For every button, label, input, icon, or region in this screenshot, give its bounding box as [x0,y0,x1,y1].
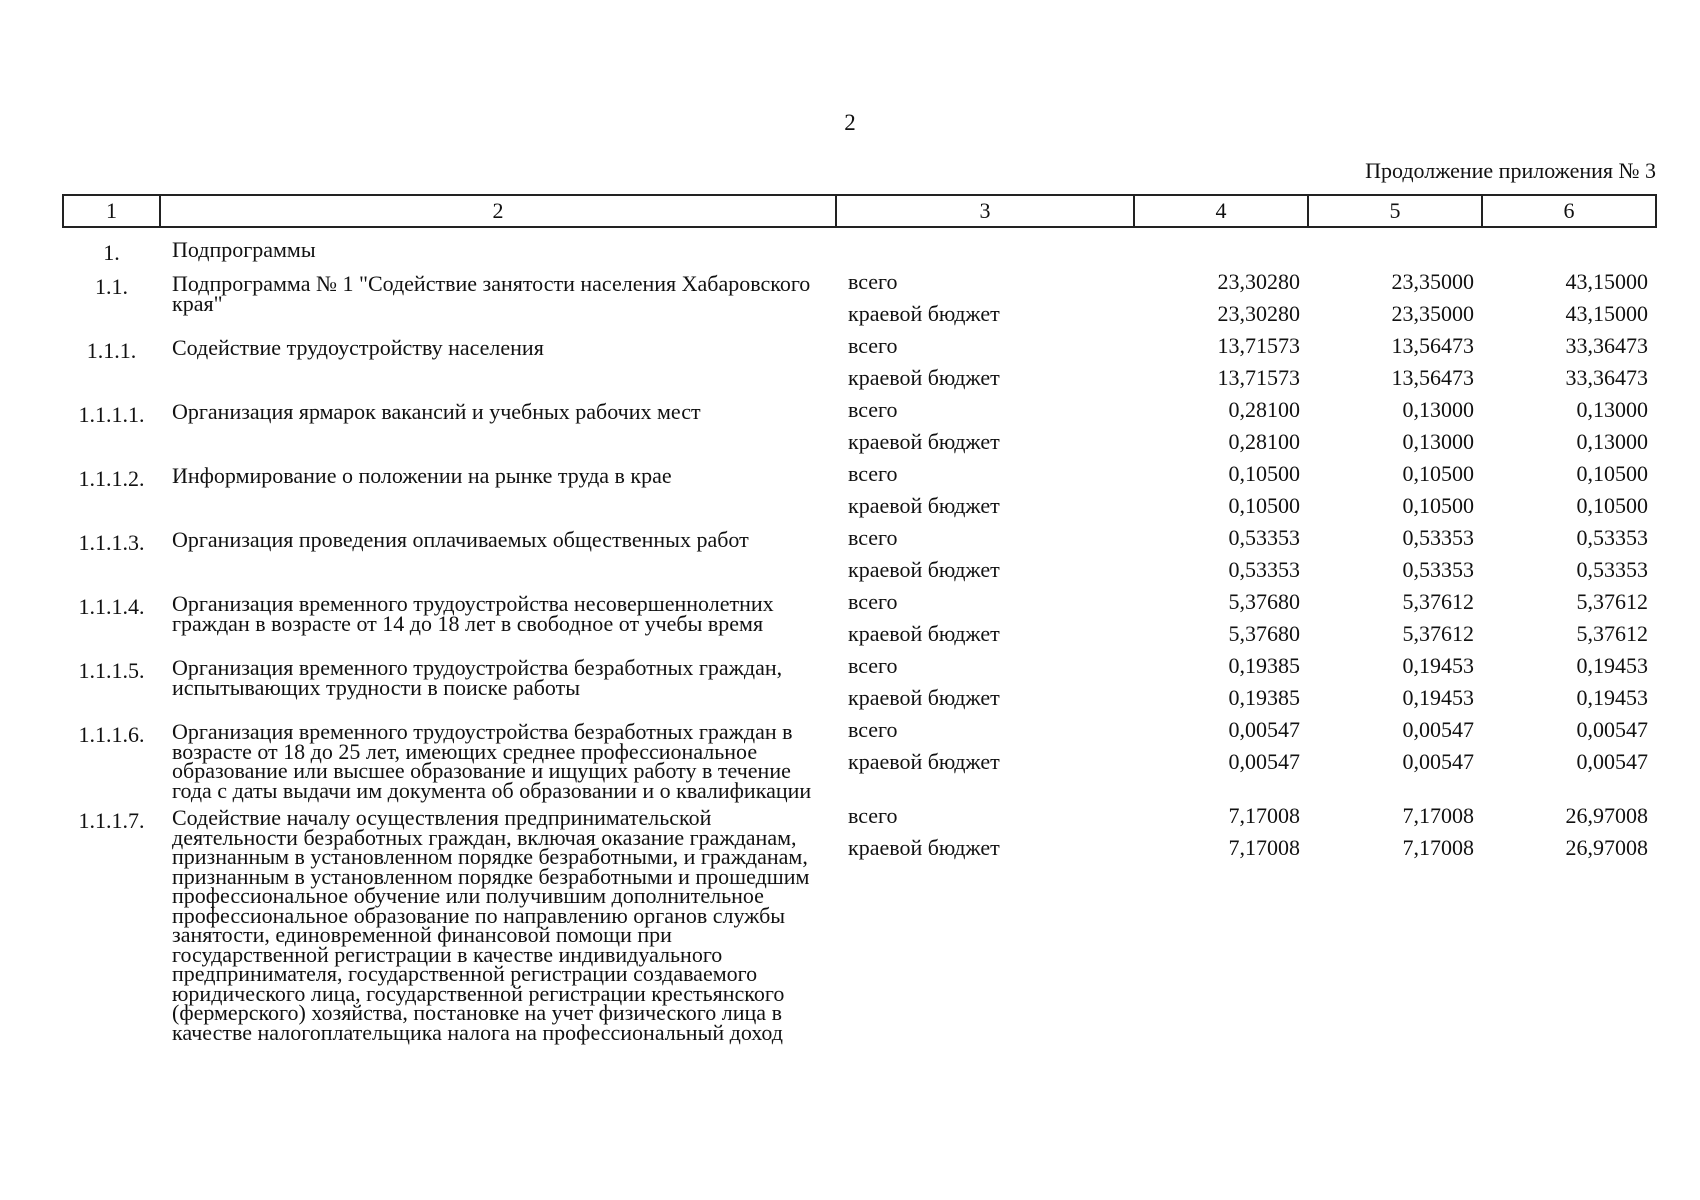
value-cell-v5 [1308,227,1482,266]
table-row [63,266,1656,330]
row-name: Содействие трудоустройству населения [172,335,544,360]
row-name: Подпрограмма № 1 "Содействие занятости населения Хабаровского края" [172,271,811,316]
table-row [63,227,1656,266]
funding-source-cell [836,227,1134,266]
value-cell-v5 [1308,266,1482,330]
row-number: 1.1.1. [86,338,137,363]
column-header-row [63,195,1656,227]
amount-value: 23,35000 [1391,269,1474,294]
amount-value: 0,13000 [1576,429,1648,454]
row-number: 1.1.1.3. [78,530,145,555]
value-cell-v6 [1482,394,1656,458]
value-cell-v6 [1482,714,1656,800]
amount-value: 0,00547 [1228,749,1300,774]
funding-source-cell [836,266,1134,330]
funding-source: всего [848,653,898,678]
row-number: 1.1.1.5. [78,658,145,683]
funding-source: всего [848,461,898,486]
table-row [63,650,1656,714]
row-number: 1. [103,240,120,265]
amount-value: 0,13000 [1402,429,1474,454]
funding-source-cell [836,714,1134,800]
page-number: 2 [844,110,856,135]
funding-source: краевой бюджет [848,493,1000,518]
value-cell-v4 [1134,266,1308,330]
column-header: 2 [160,195,836,227]
amount-value: 0,19453 [1576,685,1648,710]
funding-source: краевой бюджет [848,621,1000,646]
amount-value: 26,97008 [1565,835,1648,860]
value-cell-v4 [1134,458,1308,522]
amount-value: 13,71573 [1217,365,1300,390]
funding-source-cell [836,650,1134,714]
amount-value: 0,19453 [1402,685,1474,710]
amount-value: 7,17008 [1228,835,1300,860]
amount-value: 0,19385 [1228,653,1300,678]
row-name: Организация ярмарок вакансий и учебных рабочих мест [172,399,701,424]
amount-value: 13,56473 [1391,365,1474,390]
row-name: Подпрограммы [172,237,316,262]
value-cell-v4 [1134,227,1308,266]
funding-source: краевой бюджет [848,301,1000,326]
funding-source: всего [848,525,898,550]
amount-value: 5,37680 [1228,621,1300,646]
table-body [63,227,1656,1045]
amount-value: 23,30280 [1217,301,1300,326]
amount-value: 0,00547 [1402,749,1474,774]
amount-value: 0,19453 [1576,653,1648,678]
value-cell-v6 [1482,522,1656,586]
value-cell-v4 [1134,522,1308,586]
funding-source: всего [848,269,898,294]
amount-value: 7,17008 [1402,803,1474,828]
funding-source: краевой бюджет [848,429,1000,454]
amount-value: 0,53353 [1402,525,1474,550]
amount-value: 0,10500 [1402,493,1474,518]
amount-value: 0,13000 [1576,397,1648,422]
value-cell-v5 [1308,586,1482,650]
value-cell-v4 [1134,330,1308,394]
value-cell-v6 [1482,330,1656,394]
table-row [63,330,1656,394]
funding-source-cell [836,458,1134,522]
amount-value: 7,17008 [1402,835,1474,860]
amount-value: 0,10500 [1576,461,1648,486]
amount-value: 43,15000 [1565,269,1648,294]
value-cell-v6 [1482,266,1656,330]
funding-source-cell [836,586,1134,650]
funding-source-cell [836,394,1134,458]
funding-source: краевой бюджет [848,685,1000,710]
amount-value: 5,37612 [1402,621,1474,646]
funding-source: всего [848,803,898,828]
column-header: 1 [63,195,160,227]
value-cell-v5 [1308,330,1482,394]
amount-value: 33,36473 [1565,365,1648,390]
funding-source: всего [848,397,898,422]
amount-value: 0,53353 [1576,557,1648,582]
value-cell-v5 [1308,522,1482,586]
table-row [63,714,1656,800]
amount-value: 13,56473 [1391,333,1474,358]
continuation-label: Продолжение приложения № 3 [1365,158,1656,183]
amount-value: 23,30280 [1217,269,1300,294]
amount-value: 0,00547 [1228,717,1300,742]
amount-value: 43,15000 [1565,301,1648,326]
value-cell-v5 [1308,650,1482,714]
row-number: 1.1.1.2. [78,466,145,491]
row-name: Организация временного трудоустройства несовершеннолетних граждан в возрасте от 14 до 18 лет в свободное от учебы время [172,591,774,636]
value-cell-v6 [1482,650,1656,714]
row-name: Организация временного трудоустройства безработных граждан в возрасте от 18 до 25 лет, имеющих среднее профессиональное образование или высшее образование и ищущих работу в течение года с даты выдачи им документа об образовании и о квалификации [172,719,812,803]
column-header: 5 [1308,195,1482,227]
value-cell-v6 [1482,227,1656,266]
table-row [63,394,1656,458]
value-cell-v6 [1482,586,1656,650]
funding-source: краевой бюджет [848,835,1000,860]
amount-value: 0,10500 [1402,461,1474,486]
value-cell-v4 [1134,586,1308,650]
column-header: 4 [1134,195,1308,227]
funding-source: краевой бюджет [848,749,1000,774]
amount-value: 0,00547 [1402,717,1474,742]
amount-value: 7,17008 [1228,803,1300,828]
amount-value: 0,53353 [1576,525,1648,550]
funding-source-cell [836,330,1134,394]
amount-value: 0,10500 [1228,461,1300,486]
row-number: 1.1.1.6. [78,722,145,747]
row-number: 1.1. [95,274,128,299]
funding-source-cell [836,800,1134,1042]
value-cell-v5 [1308,800,1482,1042]
amount-value: 0,28100 [1228,429,1300,454]
amount-value: 0,10500 [1576,493,1648,518]
table-row [63,458,1656,522]
amount-value: 23,35000 [1391,301,1474,326]
funding-source: всего [848,333,898,358]
value-cell-v5 [1308,714,1482,800]
amount-value: 0,00547 [1576,749,1648,774]
value-cell-v6 [1482,458,1656,522]
row-name: Информирование о положении на рынке труда в крае [172,463,672,488]
table-row [63,800,1656,1042]
value-cell-v4 [1134,714,1308,800]
funding-source-cell [836,522,1134,586]
amount-value: 0,53353 [1228,557,1300,582]
funding-source: краевой бюджет [848,365,1000,390]
value-cell-v5 [1308,458,1482,522]
amount-value: 0,19385 [1228,685,1300,710]
column-header: 3 [836,195,1134,227]
value-cell-v4 [1134,800,1308,1042]
amount-value: 0,53353 [1402,557,1474,582]
value-cell-v6 [1482,800,1656,1042]
amount-value: 26,97008 [1565,803,1648,828]
amount-value: 33,36473 [1565,333,1648,358]
row-name: Организация временного трудоустройства безработных граждан, испытывающих трудности в поиске работы [172,655,783,700]
funding-source: краевой бюджет [848,557,1000,582]
row-name: Содействие началу осуществления предпринимательской деятельности безработных граждан, включая оказание гражданам, признанным в установленном порядке безработными, и гражданам, признанным в установленном порядке безработными и прошедшим профессиональное обучение или получившим дополнительное профессиональное образование по направлению органов службы занятости, единовременной финансовой помощи при государственной регистрации в качестве индивидуального предпринимателя, государственной регистрации создаваемого юридического лица, государственной регистрации крестьянского (фермерского) хозяйства, постановке на учет физического лица в качестве налогоплательщика налога на профессиональный доход [172,805,810,1045]
budget-table [62,194,1657,1045]
funding-source: всего [848,717,898,742]
amount-value: 5,37680 [1228,589,1300,614]
amount-value: 5,37612 [1576,589,1648,614]
amount-value: 0,28100 [1228,397,1300,422]
amount-value: 0,53353 [1228,525,1300,550]
amount-value: 5,37612 [1576,621,1648,646]
amount-value: 0,00547 [1576,717,1648,742]
row-name: Организация проведения оплачиваемых общественных работ [172,527,749,552]
funding-source: всего [848,589,898,614]
value-cell-v5 [1308,394,1482,458]
table-row [63,522,1656,586]
amount-value: 0,13000 [1402,397,1474,422]
amount-value: 0,19453 [1402,653,1474,678]
row-number: 1.1.1.7. [78,808,145,833]
amount-value: 5,37612 [1402,589,1474,614]
column-header: 6 [1482,195,1656,227]
row-number: 1.1.1.1. [78,402,145,427]
amount-value: 0,10500 [1228,493,1300,518]
amount-value: 13,71573 [1217,333,1300,358]
value-cell-v4 [1134,394,1308,458]
value-cell-v4 [1134,650,1308,714]
row-number: 1.1.1.4. [78,594,145,619]
table-row [63,586,1656,650]
